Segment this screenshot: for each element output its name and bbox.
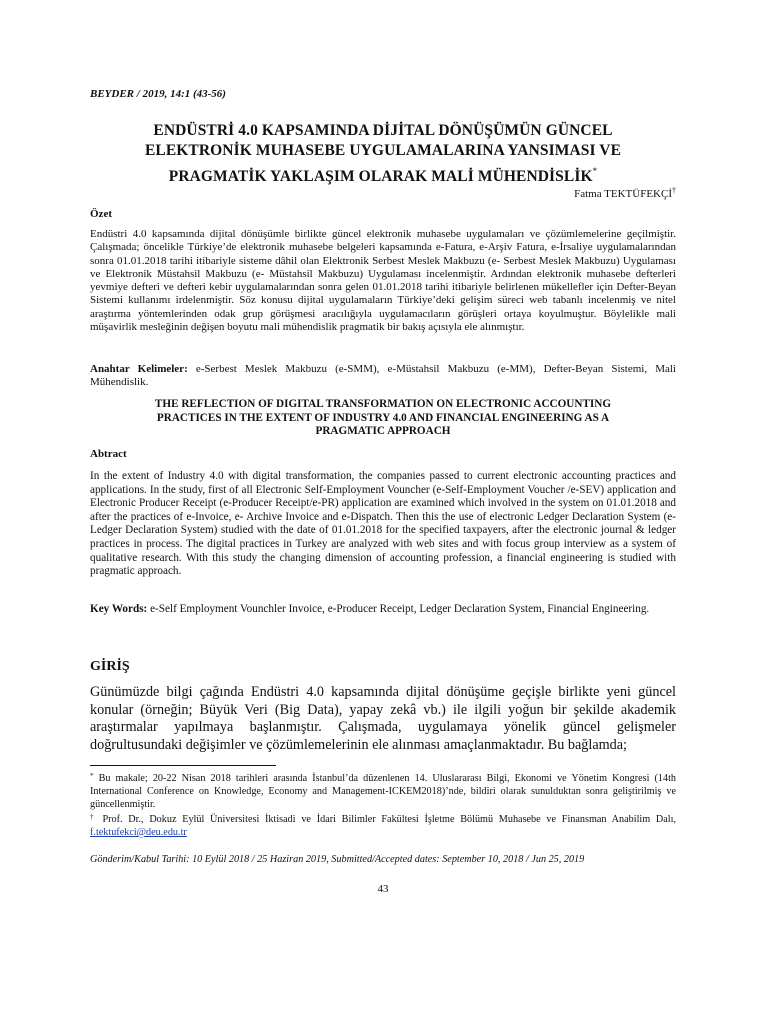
- author-footnote-mark: †: [672, 186, 676, 195]
- anahtar-label: Anahtar Kelimeler:: [90, 363, 188, 375]
- key-words-text: e-Self Employment Vounchler Invoice, e-Producer Receipt, Ledger Declaration System, Financial Engineering.: [147, 603, 650, 615]
- english-title-line: PRAGMATIC APPROACH: [315, 425, 451, 437]
- author: [574, 186, 676, 200]
- footnote-1: [90, 770, 676, 811]
- title-footnote-mark: *: [592, 166, 598, 176]
- giris-text: Günümüzde bilgi çağında Endüstri 4.0 kapsamında dijital dönüşüme geçişle birlikte yeni güncel konular (örneğin; Büyük Veri (Big Data), yapay zekâ vb.) ile ilgili yoğun bir şekilde akademik araştırmalar yapılmaya başlanmıştır. Çalışmada, uygulamaya yönelik güncel gelişmeler doğrultusundaki değişimler ve çözümlemelerinin ele alınması amaçlanmaktadır. Bu bağlamda;: [90, 684, 676, 753]
- page-number: 43: [377, 883, 389, 895]
- footnote-2-text: Prof. Dr., Dokuz Eylül Üniversitesi İktisadi ve İdari Bilimler Fakültesi İşletme Bölümü Muhasebe ve Finansman Anabilim Dalı,: [96, 814, 677, 825]
- footnote-2-mark: †: [90, 813, 97, 821]
- footnote-rule: [90, 765, 276, 766]
- ozet-heading: Özet: [90, 208, 112, 220]
- abstract-text: In the extent of Industry 4.0 with digital transformation, the companies passed to current electronic accounting practices and applications. In the study, first of all Electronic Self-Employment Vouncher (e-Self-Employment Voucher /e-SEV) application and Electronic Producer Receipt (e-Producer Receipt/e-PR) application are examined which involved in the system on 01.01.2018 and after the practices of e-Invoice, e- Archive Invoice and e-Dispatch. Then this the use of electronic Ledger Declaration System (e-Ledger Declaration System) studied with the date of 01.01.2018 for the specified taxpayers, after the electronic journal & ledger practices in process. The digital practices in Turkey are analyzed with web sites and with focus group interview as a system of qualitative research. With this study the changing dimension of accounting profession, a financial engineering is studied with pragmatic approach.: [90, 470, 676, 578]
- english-title: [90, 398, 676, 439]
- abstract-heading: Abtract: [90, 448, 127, 460]
- submission-dates: Gönderim/Kabul Tarihi: 10 Eylül 2018 / 25 Haziran 2019, Submitted/Accepted dates: September 10, 2018 / Jun 25, 2019: [90, 854, 585, 865]
- author-name: Fatma TEKTÜFEKÇİ: [574, 188, 672, 200]
- author-email-link[interactable]: f.tektufekci@deu.edu.tr: [90, 827, 187, 838]
- footnote-2: [90, 811, 676, 839]
- paper-title: [90, 121, 676, 187]
- english-title-line: PRACTICES IN THE EXTENT OF INDUSTRY 4.0 AND FINANCIAL ENGINEERING AS A: [156, 411, 610, 424]
- key-words-label: Key Words:: [90, 603, 148, 615]
- english-title-line: THE REFLECTION OF DIGITAL TRANSFORMATION ON ELECTRONIC ACCOUNTING: [154, 398, 612, 410]
- title-line-text: PRAGMATİK YAKLAŞIM OLARAK MALİ MÜHENDİSLİK: [168, 168, 593, 185]
- anahtar-text: e-Serbest Meslek Makbuzu (e-SMM), e-Müstahsil Makbuzu (e-MM), Defter-Beyan Sistemi, Mali Mühendislik.: [90, 363, 676, 389]
- footnotes: [90, 770, 676, 839]
- footnote-1-text: Bu makale; 20-22 Nisan 2018 tarihleri arasında İstanbul’da düzenlenen 14. Uluslararası Bilgi, Ekonomi ve Yönetim Kongresi (14th International Conference on Knowledge, Economy and Management-ICKEM2018)’nde, bildiri olarak sunulduktan sonra geliştirilmiş ve güncellenmiştir.: [90, 773, 676, 810]
- key-words: [90, 603, 676, 617]
- anahtar-kelimeler: [90, 363, 676, 390]
- title-line: ELEKTRONİK MUHASEBE UYGULAMALARINA YANSIMASI VE: [144, 142, 622, 159]
- title-line: [90, 161, 676, 187]
- journal-citation: BEYDER / 2019, 14:1 (43-56): [90, 88, 226, 100]
- footnote-1-mark: *: [90, 772, 94, 780]
- giris-heading: GİRİŞ: [90, 659, 130, 674]
- ozet-text: Endüstri 4.0 kapsamında dijital dönüşümle birlikte güncel elektronik muhasebe uygulamaları ve çözümlemelerine geçilmiştir. Çalışmada; öncelikle Türkiye’de elektronik muhasebe belgeleri kapsamında e-Fatura, e-Arşiv Fatura, e-İrsaliye uygulamalarından sonra 01.01.2018 tarihi itibariyle sisteme dâhil olan Elektronik Serbest Meslek Makbuzu (e- Serbest Meslek Makbuzu) Uygulaması ve Elektronik Müstahsil Makbuzu (e- Müstahsil Makbuzu) Uygulaması incelenmiştir. Ardından elektronik muhasebe defterleri yevmiye defteri ve defteri kebir uygulamalarından sonra gelen 01.01.2018 tarihi itibariyle belirlenen mükellefler için Defter-Beyan Sistemi kullanımı irdelenmiştir. Söz konusu dijital uygulamaların Türkiye’deki gelişim süreci web tabanlı incelenmiş ve nitel araştırma yöntemlerinden odak grup görüşmesi aracılığıyla uygulamacıların görüşleri ortaya koyulmuştur. Böylelikle mali müşavirlik mesleğinin değişen boyutu mali mühendislik pragmatik bir bakış açısıyla ele alınmıştır.: [90, 228, 676, 334]
- title-line: ENDÜSTRİ 4.0 KAPSAMINDA DİJİTAL DÖNÜŞÜMÜN GÜNCEL: [153, 122, 613, 139]
